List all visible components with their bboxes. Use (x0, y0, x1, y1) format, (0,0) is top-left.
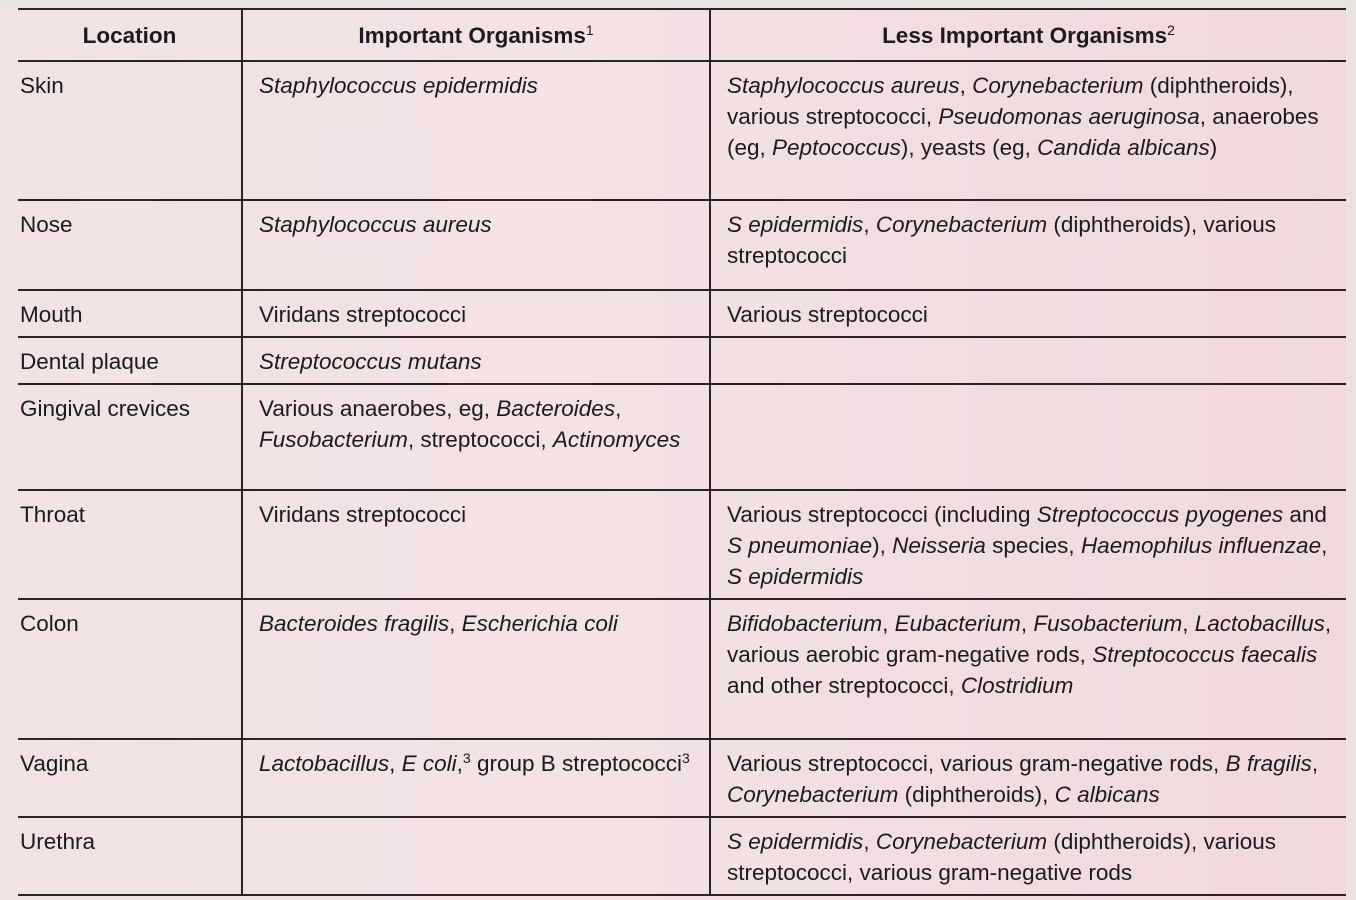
organism-name: Viridans streptococci (259, 302, 467, 327)
text-fragment: and (1283, 502, 1327, 527)
organism-name: Eubacterium (894, 611, 1021, 636)
less-important-cell (710, 599, 1346, 739)
table-row-urethra (18, 817, 1346, 895)
organism-name: Bacteroides (496, 396, 616, 421)
header-location-label: Location (82, 22, 177, 48)
text-fragment: , (882, 611, 895, 636)
text-fragment: and other streptococci, (727, 673, 961, 698)
text-fragment: , (1311, 751, 1319, 776)
organism-name: C albicans (1054, 782, 1160, 807)
text-fragment: Various anaerobes, eg, (259, 396, 497, 421)
organism-name: Viridans streptococci (259, 502, 467, 527)
location-cell (18, 739, 242, 817)
location-cell (18, 200, 242, 290)
text-fragment: Various streptococci, various gram-negative rods, (727, 751, 1226, 776)
page-top-margin (0, 0, 1356, 8)
location-label: Throat (20, 502, 86, 527)
organism-name: Staphylococcus aureus (259, 212, 492, 237)
text-fragment: , (863, 829, 876, 854)
organism-name: Corynebacterium (727, 782, 899, 807)
text-fragment: , anaerobes (eg, (727, 104, 1319, 160)
location-cell (18, 337, 242, 384)
organism-name: Fusobacterium (1033, 611, 1183, 636)
text-fragment: (diphtheroids), (898, 782, 1055, 807)
organism-name: Streptococcus faecalis (1092, 642, 1318, 667)
text-fragment: ), (872, 533, 893, 558)
organism-name: Neisseria (892, 533, 986, 558)
footnote-marker: 1 (585, 21, 594, 38)
table-row-dental-plaque (18, 337, 1346, 384)
location-label: Skin (20, 73, 64, 98)
table-row-nose (18, 200, 1346, 290)
organism-name: S pneumoniae (727, 533, 873, 558)
header-location (18, 9, 242, 61)
text-fragment: species, (985, 533, 1081, 558)
organism-name: Candida albicans (1037, 135, 1210, 160)
location-label: Gingival crevices (20, 396, 191, 421)
organism-name: Clostridium (960, 673, 1074, 698)
important-cell (242, 337, 710, 384)
location-label: Vagina (20, 751, 89, 776)
organism-name: Staphylococcus epidermidis (259, 73, 538, 98)
organism-name: E coli (401, 751, 457, 776)
important-cell (242, 384, 710, 490)
important-cell (242, 61, 710, 200)
header-less-important (710, 9, 1346, 61)
organism-name: Fusobacterium (259, 427, 408, 452)
location-cell (18, 490, 242, 599)
location-cell (18, 817, 242, 895)
organism-name: S epidermidis (727, 212, 864, 237)
organism-name: Bifidobacterium (727, 611, 883, 636)
organism-name: Bacteroides fragilis (259, 611, 450, 636)
header-important-label: Important Organisms (358, 22, 586, 48)
location-label: Dental plaque (20, 349, 159, 374)
less-important-cell (710, 200, 1346, 290)
text-fragment: , (615, 396, 622, 421)
organism-name: Haemophilus influenzae (1080, 533, 1322, 558)
less-important-cell (710, 384, 1346, 490)
text-fragment: , (1020, 611, 1034, 636)
footnote-marker: 3 (462, 750, 471, 766)
text-fragment: Various streptococci (including (727, 502, 1037, 527)
less-important-cell (710, 290, 1346, 337)
normal-flora-table (18, 8, 1346, 896)
location-cell (18, 384, 242, 490)
table-row-throat (18, 490, 1346, 599)
important-cell (242, 599, 710, 739)
text-fragment: , (389, 751, 402, 776)
organism-name: Peptococcus (772, 135, 901, 160)
text-fragment: , (1182, 611, 1195, 636)
important-cell (242, 817, 710, 895)
text-fragment: , (863, 212, 876, 237)
footnote-marker: 2 (1167, 21, 1175, 38)
organism-name: Corynebacterium (875, 212, 1048, 237)
less-important-cell (710, 739, 1346, 817)
page-right-margin (1346, 0, 1356, 900)
text-fragment: , (959, 73, 973, 98)
header-less-label: Less Important Organisms (882, 22, 1168, 48)
table-row-gingival-crevices (18, 384, 1346, 490)
organism-name: Streptococcus pyogenes (1036, 502, 1284, 527)
organism-name: Lactobacillus (1194, 611, 1325, 636)
less-important-cell (710, 61, 1346, 200)
header-important (242, 9, 710, 61)
location-label: Mouth (20, 302, 83, 327)
table-row-colon (18, 599, 1346, 739)
organism-name: Actinomyces (552, 427, 681, 452)
important-cell (242, 739, 710, 817)
less-important-cell (710, 817, 1346, 895)
important-cell (242, 200, 710, 290)
table-row-mouth (18, 290, 1346, 337)
footnote-marker: 3 (682, 750, 690, 766)
organism-name: Lactobacillus (259, 751, 390, 776)
less-important-cell (710, 490, 1346, 599)
important-cell (242, 290, 710, 337)
important-cell (242, 490, 710, 599)
organism-name: Streptococcus mutans (259, 349, 482, 374)
text-fragment: , (449, 611, 462, 636)
table-row-skin (18, 61, 1346, 200)
organism-name: Staphylococcus aureus (727, 73, 960, 98)
location-cell (18, 599, 242, 739)
location-cell (18, 61, 242, 200)
organism-name: S epidermidis (727, 829, 864, 854)
text-fragment: , (1321, 533, 1328, 558)
organism-name: Corynebacterium (972, 73, 1144, 98)
location-label: Urethra (20, 829, 96, 854)
organism-name: B fragilis (1225, 751, 1312, 776)
header-row (18, 9, 1346, 61)
table-row-vagina (18, 739, 1346, 817)
text-fragment: , streptococci, (407, 427, 553, 452)
less-important-cell (710, 337, 1346, 384)
text-fragment: ), yeasts (eg, (900, 135, 1038, 160)
location-cell (18, 290, 242, 337)
text-fragment: ) (1209, 135, 1218, 160)
text-fragment: (diphtheroids), various streptococci, various gram-negative rods (727, 829, 1277, 885)
text-fragment: (diphtheroids), various streptococci, (727, 73, 1294, 129)
text-fragment: group B streptococci (470, 751, 683, 776)
location-label: Colon (20, 611, 79, 636)
organism-name: S epidermidis (727, 564, 864, 589)
organism-name: Pseudomonas aeruginosa (938, 104, 1200, 129)
location-label: Nose (20, 212, 73, 237)
organism-name: Various streptococci (727, 302, 928, 327)
organism-name: Corynebacterium (875, 829, 1048, 854)
text-fragment: (diphtheroids), various streptococci (727, 212, 1277, 268)
text-fragment: , (456, 751, 463, 776)
text-fragment: , various aerobic gram-negative rods, (727, 611, 1332, 667)
organism-name: Escherichia coli (461, 611, 618, 636)
